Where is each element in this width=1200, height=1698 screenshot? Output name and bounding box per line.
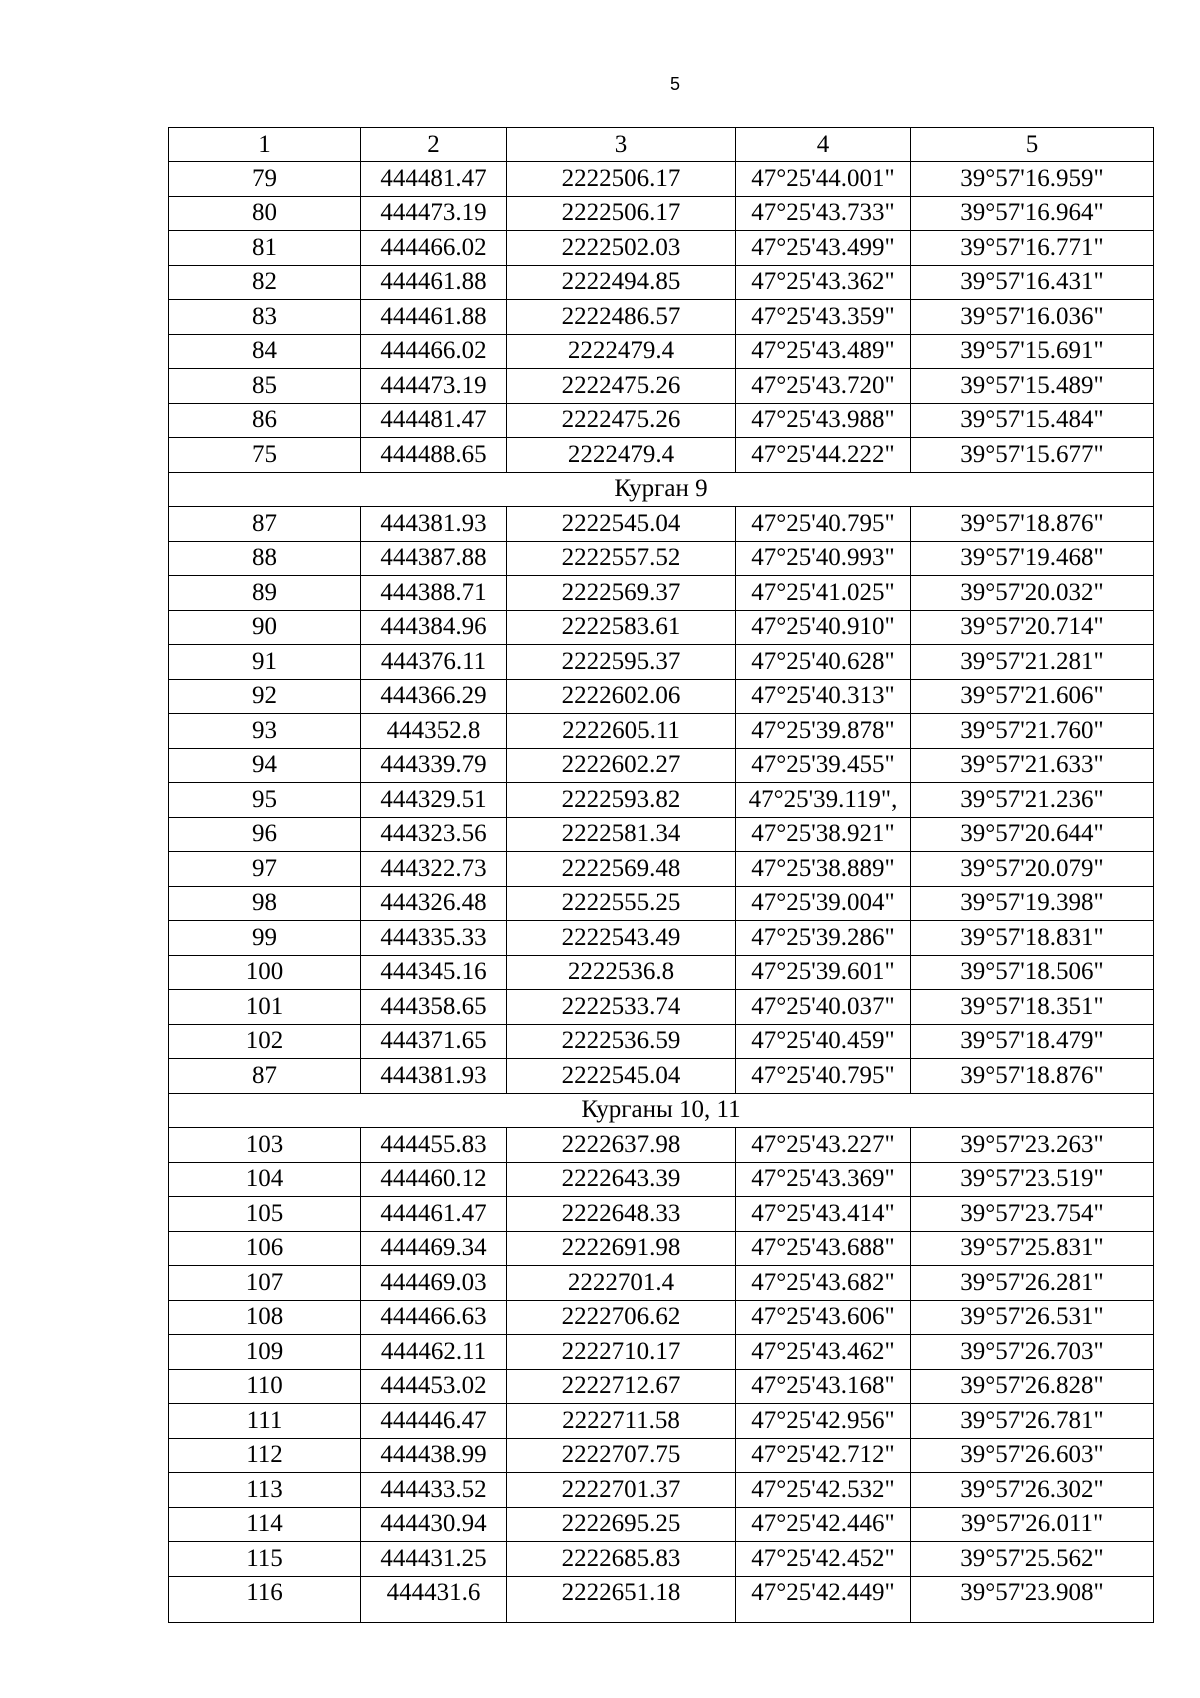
x-coordinate-cell: 444358.65 (361, 990, 507, 1025)
point-number-cell: 75 (169, 438, 361, 473)
x-coordinate-cell: 444352.8 (361, 714, 507, 749)
table-row (169, 645, 1154, 680)
y-coordinate-cell: 2222545.04 (507, 1059, 736, 1094)
coordinates-table (168, 127, 1154, 1623)
latitude-cell: 47°25'42.712" (736, 1438, 911, 1473)
x-coordinate-cell: 444326.48 (361, 886, 507, 921)
y-coordinate-cell: 2222569.37 (507, 576, 736, 611)
table-row (169, 748, 1154, 783)
x-coordinate-cell: 444371.65 (361, 1024, 507, 1059)
y-coordinate-cell: 2222701.4 (507, 1266, 736, 1301)
point-number-cell: 87 (169, 507, 361, 542)
table-row (169, 403, 1154, 438)
y-coordinate-cell: 2222479.4 (507, 438, 736, 473)
latitude-cell: 47°25'43.414" (736, 1197, 911, 1232)
table-row (169, 1266, 1154, 1301)
point-number-cell: 79 (169, 162, 361, 197)
longitude-cell: 39°57'16.036" (911, 300, 1154, 335)
x-coordinate-cell: 444466.63 (361, 1300, 507, 1335)
x-coordinate-cell: 444469.03 (361, 1266, 507, 1301)
table-row (169, 610, 1154, 645)
table-row (169, 231, 1154, 266)
y-coordinate-cell: 2222536.8 (507, 955, 736, 990)
x-coordinate-cell: 444381.93 (361, 507, 507, 542)
x-coordinate-cell: 444488.65 (361, 438, 507, 473)
table-row (169, 1162, 1154, 1197)
point-number-cell: 83 (169, 300, 361, 335)
section-title-row (169, 472, 1154, 507)
latitude-cell: 47°25'42.532" (736, 1473, 911, 1508)
x-coordinate-cell: 444460.12 (361, 1162, 507, 1197)
longitude-cell: 39°57'20.644" (911, 817, 1154, 852)
point-number-cell: 88 (169, 541, 361, 576)
table-row (169, 1369, 1154, 1404)
y-coordinate-cell: 2222710.17 (507, 1335, 736, 1370)
latitude-cell: 47°25'42.449" (736, 1576, 911, 1622)
latitude-cell: 47°25'40.993" (736, 541, 911, 576)
column-header: 1 (169, 128, 361, 162)
table-row (169, 334, 1154, 369)
x-coordinate-cell: 444376.11 (361, 645, 507, 680)
point-number-cell: 84 (169, 334, 361, 369)
latitude-cell: 47°25'39.878" (736, 714, 911, 749)
longitude-cell: 39°57'25.562" (911, 1542, 1154, 1577)
table-row (169, 1059, 1154, 1094)
point-number-cell: 115 (169, 1542, 361, 1577)
point-number-cell: 98 (169, 886, 361, 921)
point-number-cell: 91 (169, 645, 361, 680)
x-coordinate-cell: 444339.79 (361, 748, 507, 783)
latitude-cell: 47°25'41.025" (736, 576, 911, 611)
latitude-cell: 47°25'42.956" (736, 1404, 911, 1439)
longitude-cell: 39°57'15.691" (911, 334, 1154, 369)
table-row (169, 990, 1154, 1025)
x-coordinate-cell: 444473.19 (361, 196, 507, 231)
x-coordinate-cell: 444469.34 (361, 1231, 507, 1266)
column-header: 3 (507, 128, 736, 162)
latitude-cell: 47°25'44.222" (736, 438, 911, 473)
table-row (169, 1473, 1154, 1508)
y-coordinate-cell: 2222602.06 (507, 679, 736, 714)
x-coordinate-cell: 444323.56 (361, 817, 507, 852)
y-coordinate-cell: 2222707.75 (507, 1438, 736, 1473)
latitude-cell: 47°25'43.462" (736, 1335, 911, 1370)
point-number-cell: 113 (169, 1473, 361, 1508)
table-row (169, 852, 1154, 887)
table-row (169, 507, 1154, 542)
latitude-cell: 47°25'39.455" (736, 748, 911, 783)
latitude-cell: 47°25'43.720" (736, 369, 911, 404)
x-coordinate-cell: 444387.88 (361, 541, 507, 576)
latitude-cell: 47°25'43.359" (736, 300, 911, 335)
y-coordinate-cell: 2222711.58 (507, 1404, 736, 1439)
x-coordinate-cell: 444461.88 (361, 300, 507, 335)
latitude-cell: 47°25'43.489" (736, 334, 911, 369)
latitude-cell: 47°25'39.004" (736, 886, 911, 921)
longitude-cell: 39°57'23.519" (911, 1162, 1154, 1197)
latitude-cell: 47°25'39.119", (736, 783, 911, 818)
x-coordinate-cell: 444433.52 (361, 1473, 507, 1508)
point-number-cell: 114 (169, 1507, 361, 1542)
longitude-cell: 39°57'15.484" (911, 403, 1154, 438)
point-number-cell: 86 (169, 403, 361, 438)
x-coordinate-cell: 444335.33 (361, 921, 507, 956)
x-coordinate-cell: 444455.83 (361, 1128, 507, 1163)
latitude-cell: 47°25'43.606" (736, 1300, 911, 1335)
longitude-cell: 39°57'15.677" (911, 438, 1154, 473)
y-coordinate-cell: 2222555.25 (507, 886, 736, 921)
y-coordinate-cell: 2222648.33 (507, 1197, 736, 1232)
longitude-cell: 39°57'18.351" (911, 990, 1154, 1025)
longitude-cell: 39°57'18.876" (911, 507, 1154, 542)
longitude-cell: 39°57'18.876" (911, 1059, 1154, 1094)
x-coordinate-cell: 444431.25 (361, 1542, 507, 1577)
latitude-cell: 47°25'39.601" (736, 955, 911, 990)
point-number-cell: 110 (169, 1369, 361, 1404)
table-row (169, 162, 1154, 197)
point-number-cell: 81 (169, 231, 361, 266)
point-number-cell: 116 (169, 1576, 361, 1622)
y-coordinate-cell: 2222651.18 (507, 1576, 736, 1622)
y-coordinate-cell: 2222595.37 (507, 645, 736, 680)
point-number-cell: 105 (169, 1197, 361, 1232)
table-row (169, 714, 1154, 749)
column-header-row (169, 128, 1154, 162)
y-coordinate-cell: 2222695.25 (507, 1507, 736, 1542)
longitude-cell: 39°57'16.959" (911, 162, 1154, 197)
table-row (169, 1231, 1154, 1266)
point-number-cell: 80 (169, 196, 361, 231)
x-coordinate-cell: 444381.93 (361, 1059, 507, 1094)
latitude-cell: 47°25'40.910" (736, 610, 911, 645)
table-row (169, 541, 1154, 576)
x-coordinate-cell: 444384.96 (361, 610, 507, 645)
longitude-cell: 39°57'26.281" (911, 1266, 1154, 1301)
longitude-cell: 39°57'26.011" (911, 1507, 1154, 1542)
x-coordinate-cell: 444466.02 (361, 334, 507, 369)
y-coordinate-cell: 2222605.11 (507, 714, 736, 749)
longitude-cell: 39°57'25.831" (911, 1231, 1154, 1266)
latitude-cell: 47°25'42.446" (736, 1507, 911, 1542)
point-number-cell: 106 (169, 1231, 361, 1266)
latitude-cell: 47°25'43.168" (736, 1369, 911, 1404)
table-row (169, 300, 1154, 335)
x-coordinate-cell: 444466.02 (361, 231, 507, 266)
point-number-cell: 96 (169, 817, 361, 852)
x-coordinate-cell: 444322.73 (361, 852, 507, 887)
latitude-cell: 47°25'43.733" (736, 196, 911, 231)
x-coordinate-cell: 444366.29 (361, 679, 507, 714)
latitude-cell: 47°25'44.001" (736, 162, 911, 197)
longitude-cell: 39°57'18.831" (911, 921, 1154, 956)
longitude-cell: 39°57'16.964" (911, 196, 1154, 231)
point-number-cell: 111 (169, 1404, 361, 1439)
x-coordinate-cell: 444462.11 (361, 1335, 507, 1370)
x-coordinate-cell: 444473.19 (361, 369, 507, 404)
y-coordinate-cell: 2222691.98 (507, 1231, 736, 1266)
table-row (169, 679, 1154, 714)
point-number-cell: 89 (169, 576, 361, 611)
y-coordinate-cell: 2222506.17 (507, 162, 736, 197)
table-row (169, 196, 1154, 231)
point-number-cell: 94 (169, 748, 361, 783)
table-row (169, 1542, 1154, 1577)
point-number-cell: 99 (169, 921, 361, 956)
y-coordinate-cell: 2222569.48 (507, 852, 736, 887)
longitude-cell: 39°57'19.468" (911, 541, 1154, 576)
point-number-cell: 101 (169, 990, 361, 1025)
y-coordinate-cell: 2222637.98 (507, 1128, 736, 1163)
longitude-cell: 39°57'21.236" (911, 783, 1154, 818)
latitude-cell: 47°25'43.369" (736, 1162, 911, 1197)
section-title: Курган 9 (169, 472, 1154, 507)
y-coordinate-cell: 2222502.03 (507, 231, 736, 266)
longitude-cell: 39°57'26.603" (911, 1438, 1154, 1473)
point-number-cell: 112 (169, 1438, 361, 1473)
latitude-cell: 47°25'43.499" (736, 231, 911, 266)
table-row (169, 265, 1154, 300)
table-row (169, 1197, 1154, 1232)
latitude-cell: 47°25'40.459" (736, 1024, 911, 1059)
column-header: 5 (911, 128, 1154, 162)
longitude-cell: 39°57'26.828" (911, 1369, 1154, 1404)
x-coordinate-cell: 444446.47 (361, 1404, 507, 1439)
longitude-cell: 39°57'26.703" (911, 1335, 1154, 1370)
y-coordinate-cell: 2222685.83 (507, 1542, 736, 1577)
y-coordinate-cell: 2222602.27 (507, 748, 736, 783)
latitude-cell: 47°25'43.688" (736, 1231, 911, 1266)
point-number-cell: 102 (169, 1024, 361, 1059)
y-coordinate-cell: 2222706.62 (507, 1300, 736, 1335)
point-number-cell: 95 (169, 783, 361, 818)
longitude-cell: 39°57'21.633" (911, 748, 1154, 783)
longitude-cell: 39°57'18.479" (911, 1024, 1154, 1059)
longitude-cell: 39°57'21.281" (911, 645, 1154, 680)
y-coordinate-cell: 2222506.17 (507, 196, 736, 231)
longitude-cell: 39°57'20.079" (911, 852, 1154, 887)
latitude-cell: 47°25'43.682" (736, 1266, 911, 1301)
latitude-cell: 47°25'40.628" (736, 645, 911, 680)
table-row (169, 438, 1154, 473)
y-coordinate-cell: 2222543.49 (507, 921, 736, 956)
x-coordinate-cell: 444453.02 (361, 1369, 507, 1404)
y-coordinate-cell: 2222533.74 (507, 990, 736, 1025)
section-title-row (169, 1093, 1154, 1128)
x-coordinate-cell: 444438.99 (361, 1438, 507, 1473)
y-coordinate-cell: 2222583.61 (507, 610, 736, 645)
y-coordinate-cell: 2222486.57 (507, 300, 736, 335)
x-coordinate-cell: 444431.6 (361, 1576, 507, 1622)
point-number-cell: 100 (169, 955, 361, 990)
longitude-cell: 39°57'26.531" (911, 1300, 1154, 1335)
point-number-cell: 85 (169, 369, 361, 404)
longitude-cell: 39°57'23.754" (911, 1197, 1154, 1232)
table-row (169, 817, 1154, 852)
longitude-cell: 39°57'20.714" (911, 610, 1154, 645)
point-number-cell: 103 (169, 1128, 361, 1163)
longitude-cell: 39°57'20.032" (911, 576, 1154, 611)
table-row (169, 1507, 1154, 1542)
longitude-cell: 39°57'19.398" (911, 886, 1154, 921)
table-row (169, 921, 1154, 956)
point-number-cell: 104 (169, 1162, 361, 1197)
y-coordinate-cell: 2222536.59 (507, 1024, 736, 1059)
table-row (169, 1024, 1154, 1059)
coordinates-table-body (169, 128, 1154, 1623)
y-coordinate-cell: 2222475.26 (507, 369, 736, 404)
latitude-cell: 47°25'43.227" (736, 1128, 911, 1163)
table-row (169, 955, 1154, 990)
longitude-cell: 39°57'23.263" (911, 1128, 1154, 1163)
longitude-cell: 39°57'26.302" (911, 1473, 1154, 1508)
y-coordinate-cell: 2222581.34 (507, 817, 736, 852)
x-coordinate-cell: 444461.88 (361, 265, 507, 300)
latitude-cell: 47°25'40.037" (736, 990, 911, 1025)
point-number-cell: 82 (169, 265, 361, 300)
y-coordinate-cell: 2222557.52 (507, 541, 736, 576)
x-coordinate-cell: 444388.71 (361, 576, 507, 611)
point-number-cell: 107 (169, 1266, 361, 1301)
y-coordinate-cell: 2222494.85 (507, 265, 736, 300)
point-number-cell: 90 (169, 610, 361, 645)
longitude-cell: 39°57'21.760" (911, 714, 1154, 749)
latitude-cell: 47°25'38.921" (736, 817, 911, 852)
table-row (169, 1438, 1154, 1473)
x-coordinate-cell: 444329.51 (361, 783, 507, 818)
longitude-cell: 39°57'18.506" (911, 955, 1154, 990)
longitude-cell: 39°57'26.781" (911, 1404, 1154, 1439)
y-coordinate-cell: 2222593.82 (507, 783, 736, 818)
table-row (169, 1404, 1154, 1439)
latitude-cell: 47°25'42.452" (736, 1542, 911, 1577)
y-coordinate-cell: 2222475.26 (507, 403, 736, 438)
table-row (169, 1335, 1154, 1370)
section-title: Курганы 10, 11 (169, 1093, 1154, 1128)
latitude-cell: 47°25'40.795" (736, 507, 911, 542)
y-coordinate-cell: 2222479.4 (507, 334, 736, 369)
longitude-cell: 39°57'15.489" (911, 369, 1154, 404)
longitude-cell: 39°57'16.771" (911, 231, 1154, 266)
y-coordinate-cell: 2222701.37 (507, 1473, 736, 1508)
table-row (169, 886, 1154, 921)
page-number: 5 (669, 74, 680, 94)
point-number-cell: 92 (169, 679, 361, 714)
x-coordinate-cell: 444481.47 (361, 162, 507, 197)
x-coordinate-cell: 444481.47 (361, 403, 507, 438)
column-header: 2 (361, 128, 507, 162)
x-coordinate-cell: 444430.94 (361, 1507, 507, 1542)
x-coordinate-cell: 444461.47 (361, 1197, 507, 1232)
table-row (169, 576, 1154, 611)
latitude-cell: 47°25'43.988" (736, 403, 911, 438)
point-number-cell: 97 (169, 852, 361, 887)
latitude-cell: 47°25'38.889" (736, 852, 911, 887)
table-row (169, 369, 1154, 404)
latitude-cell: 47°25'43.362" (736, 265, 911, 300)
column-header: 4 (736, 128, 911, 162)
point-number-cell: 108 (169, 1300, 361, 1335)
latitude-cell: 47°25'40.795" (736, 1059, 911, 1094)
table-row (169, 1128, 1154, 1163)
latitude-cell: 47°25'40.313" (736, 679, 911, 714)
point-number-cell: 87 (169, 1059, 361, 1094)
y-coordinate-cell: 2222712.67 (507, 1369, 736, 1404)
latitude-cell: 47°25'39.286" (736, 921, 911, 956)
longitude-cell: 39°57'16.431" (911, 265, 1154, 300)
longitude-cell: 39°57'23.908" (911, 1576, 1154, 1622)
point-number-cell: 109 (169, 1335, 361, 1370)
x-coordinate-cell: 444345.16 (361, 955, 507, 990)
y-coordinate-cell: 2222545.04 (507, 507, 736, 542)
table-row (169, 1300, 1154, 1335)
table-row (169, 783, 1154, 818)
point-number-cell: 93 (169, 714, 361, 749)
y-coordinate-cell: 2222643.39 (507, 1162, 736, 1197)
table-row (169, 1576, 1154, 1622)
longitude-cell: 39°57'21.606" (911, 679, 1154, 714)
